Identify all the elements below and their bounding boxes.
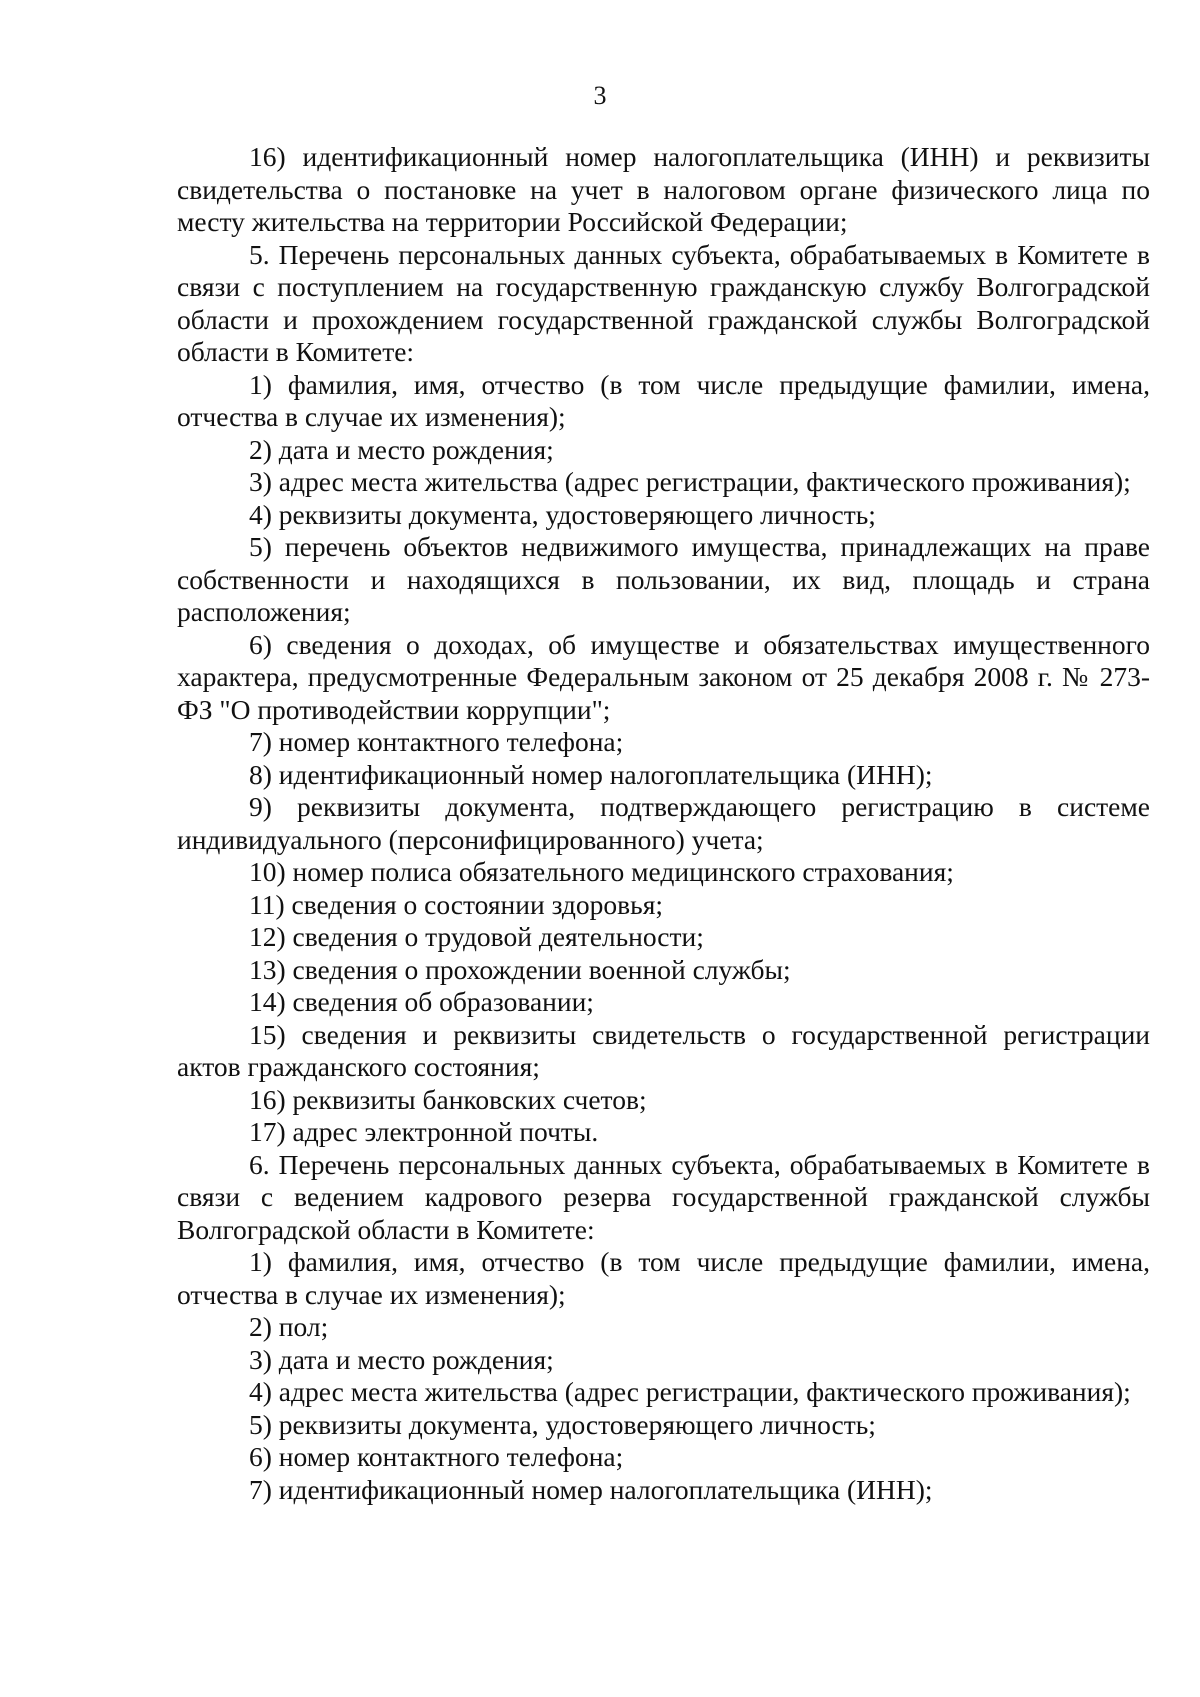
paragraph-item: 6) сведения о доходах, об имуществе и обязательствах имущественного характера, предусмотренные Федеральным законом от 25 декабря 2008 г. № 273-ФЗ "О противодействии коррупции"; (177, 628, 1150, 725)
paragraph-item: 2) пол; (249, 1311, 329, 1342)
paragraph-item: 9) реквизиты документа, подтверждающего регистрацию в системе индивидуального (персонифицированного) учета; (177, 791, 1150, 855)
paragraph-item: 5) перечень объектов недвижимого имущества, принадлежащих на праве собственности и находящихся в пользовании, их вид, площадь и страна расположения; (177, 531, 1150, 627)
paragraph-item: 7) идентификационный номер налогоплательщика (ИНН); (249, 1473, 933, 1505)
paragraph-item: 16) идентификационный номер налогоплательщика (ИНН) и реквизиты свидетельства о постановке на учет в налоговом органе физического лица по месту жительства на территории Российской Федерации; (177, 141, 1150, 237)
paragraph-item: 1) фамилия, имя, отчество (в том числе предыдущие фамилии, имена, отчества в случае их изменения); (177, 1246, 1150, 1310)
document-body (177, 141, 1150, 1506)
section-heading: 6. Перечень персональных данных субъекта, обрабатываемых в Комитете в связи с ведением кадрового резерва государственной гражданской службы Волгоградской области в Комитете: (177, 1148, 1150, 1245)
paragraph-item: 10) номер полиса обязательного медицинского страхования; (249, 856, 954, 887)
paragraph-item: 7) номер контактного телефона; (249, 726, 624, 757)
paragraph-item: 5) реквизиты документа, удостоверяющего личность; (249, 1408, 876, 1440)
paragraph-item: 3) дата и место рождения; (249, 1343, 554, 1375)
paragraph-item: 6) номер контактного телефона; (249, 1441, 624, 1472)
paragraph-item: 15) сведения и реквизиты свидетельств о государственной регистрации актов гражданского состояния; (177, 1018, 1150, 1082)
paragraph-item: 12) сведения о трудовой деятельности; (249, 921, 704, 952)
paragraph-item: 13) сведения о прохождении военной службы; (249, 953, 791, 985)
section-heading: 5. Перечень персональных данных субъекта, обрабатываемых в Комитете в связи с поступлением на государственную гражданскую службу Волгоградской области и прохождением государственной гражданской службы Волгоградской области в Комитете: (177, 238, 1150, 367)
paragraph-item: 4) адрес места жительства (адрес регистрации, фактического проживания); (249, 1376, 1131, 1407)
paragraph-item: 16) реквизиты банковских счетов; (249, 1083, 647, 1115)
page-number: 3 (593, 81, 607, 110)
paragraph-item: 11) сведения о состоянии здоровья; (249, 888, 663, 920)
paragraph-item: 2) дата и место рождения; (249, 433, 554, 465)
paragraph-item: 3) адрес места жительства (адрес регистрации, фактического проживания); (249, 466, 1131, 497)
paragraph-item: 1) фамилия, имя, отчество (в том числе предыдущие фамилии, имена, отчества в случае их изменения); (177, 368, 1150, 432)
paragraph-item: 8) идентификационный номер налогоплательщика (ИНН); (249, 758, 933, 790)
paragraph-item: 14) сведения об образовании; (249, 986, 594, 1017)
paragraph-item: 4) реквизиты документа, удостоверяющего личность; (249, 498, 876, 530)
paragraph-item: 17) адрес электронной почты. (249, 1116, 599, 1147)
